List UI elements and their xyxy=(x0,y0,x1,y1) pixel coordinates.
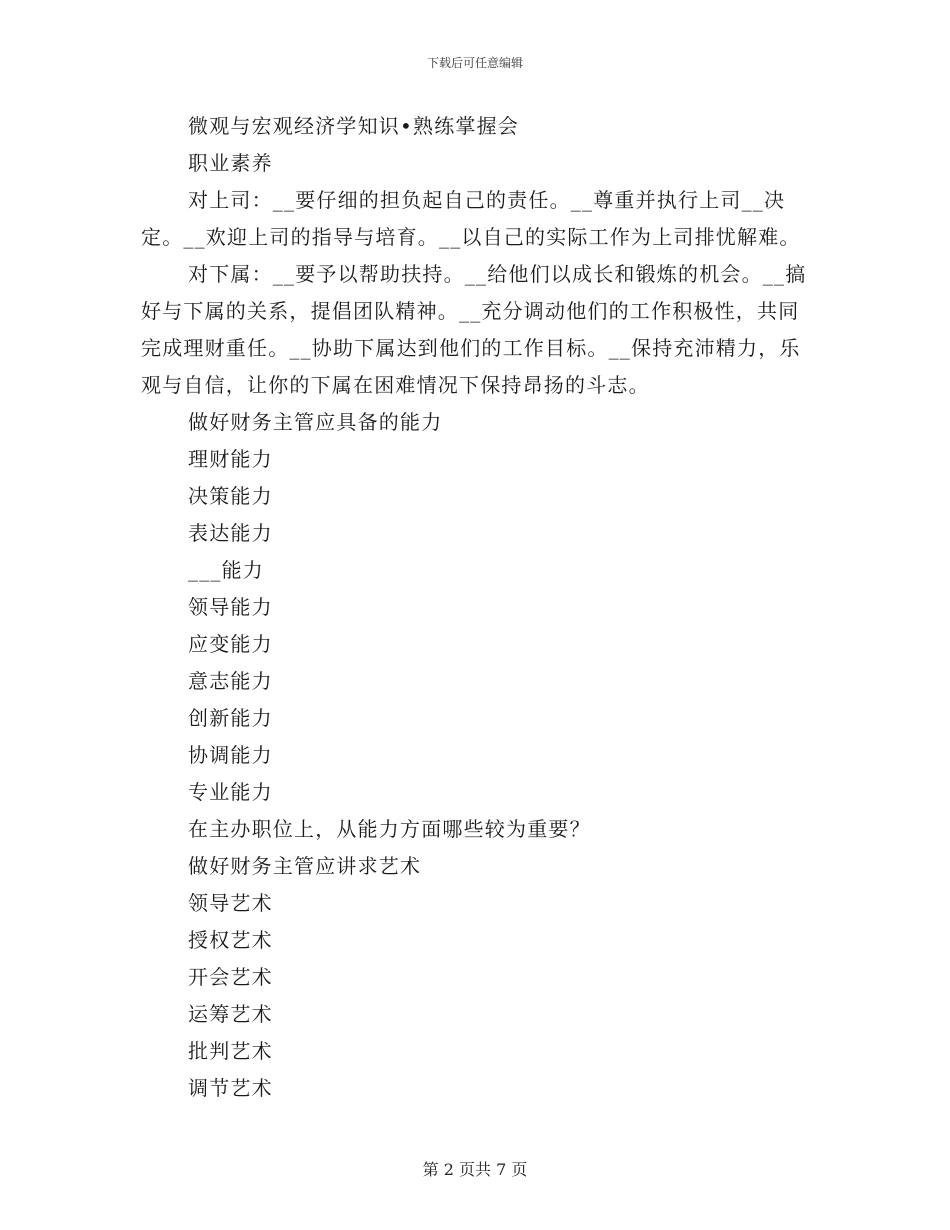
list-item: 授权艺术 xyxy=(188,928,273,952)
heading-required-abilities: 做好财务主管应具备的能力 xyxy=(188,410,443,434)
list-item: 决策能力 xyxy=(188,484,273,508)
list-item: 意志能力 xyxy=(188,669,273,693)
list-item: 开会艺术 xyxy=(188,965,273,989)
page-number: 第 2 页共 7 页 xyxy=(422,1160,528,1179)
list-item: 专业能力 xyxy=(188,780,273,804)
list-item: 批判艺术 xyxy=(188,1039,273,1063)
list-item: 协调能力 xyxy=(188,743,273,767)
list-item: 运筹艺术 xyxy=(188,1002,273,1026)
list-item: 理财能力 xyxy=(188,447,273,471)
page-header: 下载后可任意编辑 xyxy=(426,56,523,70)
paragraph-economics-knowledge: 微观与宏观经济学知识•熟练掌握会 xyxy=(188,114,519,138)
list-item: ___能力 xyxy=(188,558,264,582)
list-item: 领导能力 xyxy=(188,595,273,619)
document-body xyxy=(141,108,809,1107)
question-line: 在主办职位上，从能力方面哪些较为重要？ xyxy=(188,817,591,841)
paragraph-professional-quality: 职业素养 xyxy=(188,151,273,175)
list-item: 创新能力 xyxy=(188,706,273,730)
paragraph-toward-superiors: 对上司：__要仔细的担负起自己的责任。__尊重并执行上司__决定。__欢迎上司的指导与培育。__以自己的实际工作为上司排忧解难。 xyxy=(141,188,801,249)
list-item: 表达能力 xyxy=(188,521,273,545)
paragraph-toward-subordinates: 对下属：__要予以帮助扶持。__给他们以成长和锻炼的机会。__搞好与下属的关系，提倡团队精神。__充分调动他们的工作积极性，共同完成理财重任。__协助下属达到他们的工作目标。__保持充沛精力，乐观与自信，让你的下属在困难情况下保持昂扬的斗志。 xyxy=(141,262,807,397)
list-item: 领导艺术 xyxy=(188,891,273,915)
list-item: 应变能力 xyxy=(188,632,273,656)
list-item: 调节艺术 xyxy=(188,1076,273,1100)
heading-required-arts: 做好财务主管应讲求艺术 xyxy=(188,854,422,878)
